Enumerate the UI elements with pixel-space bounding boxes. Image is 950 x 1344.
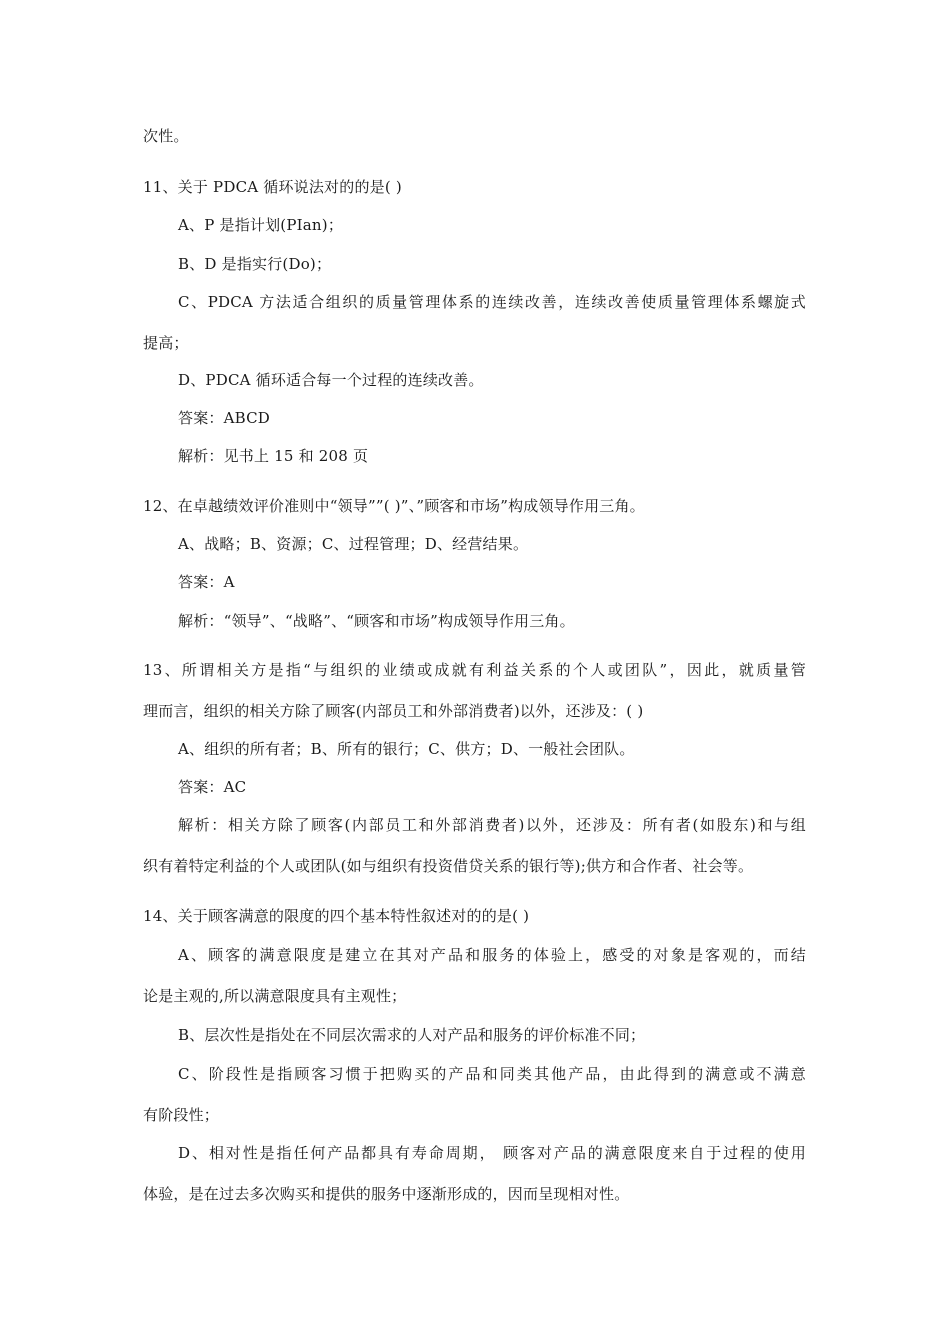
question-11-option-c-cont: 提高； xyxy=(143,334,189,352)
question-14-stem: 14、关于顾客满意的限度的四个基本特性叙述对的的是( ) xyxy=(143,907,530,925)
question-13-analysis: 解析：相关方除了顾客(内部员工和外部消费者)以外，还涉及：所有者(如股东)和与组 xyxy=(178,816,806,834)
question-14-option-d-cont: 体验，是在过去多次购买和提供的服务中逐渐形成的，因而呈现相对性。 xyxy=(143,1185,630,1203)
text-line: 次性。 xyxy=(143,127,189,145)
question-13-stem-cont: 理而言，组织的相关方除了顾客(内部员工和外部消费者)以外，还涉及：( ) xyxy=(143,702,644,720)
question-14-option-a-cont: 论是主观的,所以满意限度具有主观性； xyxy=(143,987,407,1005)
question-12-analysis: 解析：“领导”、“战略”、“顾客和市场”构成领导作用三角。 xyxy=(178,612,575,630)
question-14-option-d: D、相对性是指任何产品都具有寿命周期， 顾客对产品的满意限度来自于过程的使用 xyxy=(178,1144,806,1162)
question-11-option-b: B、D 是指实行(Do)； xyxy=(178,255,332,273)
question-14-option-c-cont: 有阶段性； xyxy=(143,1106,220,1124)
question-14-option-b: B、层次性是指处在不同层次需求的人对产品和服务的评价标准不同； xyxy=(178,1026,646,1044)
question-11-option-a: A、P 是指计划(PIan)； xyxy=(178,216,344,234)
question-11-stem: 11、关于 PDCA 循环说法对的的是( ) xyxy=(143,178,402,196)
question-13-stem: 13、所谓相关方是指“与组织的业绩或成就有利益关系的个人或团队”，因此，就质量管 xyxy=(143,661,806,679)
question-13-analysis-cont: 织有着特定利益的个人或团队(如与组织有投资借贷关系的银行等);供方和合作者、社会等。 xyxy=(143,857,754,875)
question-13-answer: 答案：AC xyxy=(178,778,247,796)
question-11-analysis: 解析：见书上 15 和 208 页 xyxy=(178,447,369,465)
question-14-option-a: A、顾客的满意限度是建立在其对产品和服务的体验上，感受的对象是客观的，而结 xyxy=(178,946,806,964)
question-12-answer: 答案：A xyxy=(178,573,235,591)
question-11-answer: 答案：ABCD xyxy=(178,409,271,427)
question-12-options: A、战略；B、资源；C、过程管理；D、经营结果。 xyxy=(178,535,529,553)
question-12-stem: 12、在卓越绩效评价准则中“领导””( )”、”顾客和市场”构成领导作用三角。 xyxy=(143,497,645,515)
question-11-option-c: C、PDCA 方法适合组织的质量管理体系的连续改善，连续改善使质量管理体系螺旋式 xyxy=(178,293,806,311)
question-13-options: A、组织的所有者；B、所有的银行；C、供方；D、一般社会团队。 xyxy=(178,740,635,758)
question-14-option-c: C、阶段性是指顾客习惯于把购买的产品和同类其他产品，由此得到的满意或不满意 xyxy=(178,1065,806,1083)
question-11-option-d: D、PDCA 循环适合每一个过程的连续改善。 xyxy=(178,371,484,389)
